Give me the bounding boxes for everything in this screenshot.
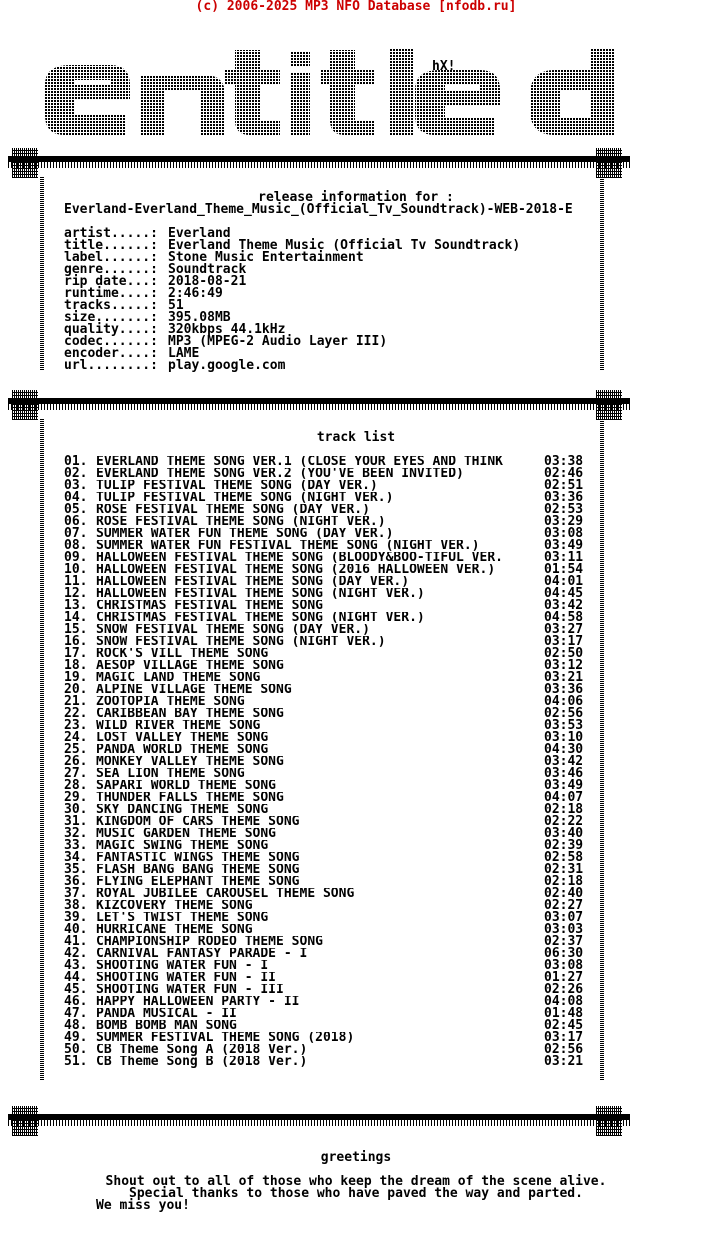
meta-key: size.......: <box>64 310 158 325</box>
track-row <box>64 996 592 1008</box>
track-row <box>64 876 592 888</box>
track-number: 17. <box>64 646 88 661</box>
track-number: 09. <box>64 550 88 565</box>
track-number: 43. <box>64 958 88 973</box>
meta-value: play.google.com <box>168 358 286 373</box>
track-duration: 03:53 <box>544 718 584 733</box>
track-duration: 02:51 <box>544 478 584 493</box>
track-number: 18. <box>64 658 88 673</box>
track-title: SNOW FESTIVAL THEME SONG (NIGHT VER.) <box>96 636 386 648</box>
meta-key: genre......: <box>64 262 158 277</box>
frame-right-border <box>600 176 604 370</box>
track-title: SUMMER WATER FUN THEME SONG (DAY VER.) <box>96 528 394 540</box>
track-title: MAGIC LAND THEME SONG <box>96 672 261 684</box>
track-duration: 02:40 <box>544 886 584 901</box>
track-number: 20. <box>64 682 88 697</box>
track-title: TULIP FESTIVAL THEME SONG (DAY VER.) <box>96 480 378 492</box>
track-duration: 03:36 <box>544 490 584 505</box>
track-number: 16. <box>64 634 88 649</box>
track-duration: 03:10 <box>544 730 584 745</box>
track-duration: 01:54 <box>544 562 584 577</box>
release-name: Everland-Everland_Theme_Music_(Official_Tv_Soundtrack)-WEB-2018-E <box>64 202 573 217</box>
track-duration: 03:03 <box>544 922 584 937</box>
track-duration: 03:11 <box>544 550 584 565</box>
track-title: MONKEY VALLEY THEME SONG <box>96 756 284 768</box>
track-number: 19. <box>64 670 88 685</box>
track-duration: 03:42 <box>544 598 584 613</box>
track-number: 02. <box>64 466 88 481</box>
meta-value: 51 <box>168 298 184 313</box>
track-title: HALLOWEEN FESTIVAL THEME SONG (2016 HALLOWEEN VER.) <box>96 564 496 576</box>
track-number: 30. <box>64 802 88 817</box>
track-row <box>64 624 592 636</box>
meta-key: tracks.....: <box>64 298 158 313</box>
track-title: FLASH BANG BANG THEME SONG <box>96 864 300 876</box>
track-number: 37. <box>64 886 88 901</box>
frame-left-border <box>40 176 44 370</box>
track-number: 31. <box>64 814 88 829</box>
track-row <box>64 708 592 720</box>
track-row <box>64 480 592 492</box>
track-row <box>64 492 592 504</box>
track-row <box>64 864 592 876</box>
section-divider-greetings <box>8 1106 630 1136</box>
track-row <box>64 516 592 528</box>
track-number: 23. <box>64 718 88 733</box>
track-duration: 04:07 <box>544 790 584 805</box>
track-number: 48. <box>64 1018 88 1033</box>
track-title: SNOW FESTIVAL THEME SONG (DAY VER.) <box>96 624 370 636</box>
track-title: ROSE FESTIVAL THEME SONG (DAY VER.) <box>96 504 370 516</box>
track-title: CHRISTMAS FESTIVAL THEME SONG <box>96 600 323 612</box>
track-title: LOST VALLEY THEME SONG <box>96 732 269 744</box>
track-title: HALLOWEEN FESTIVAL THEME SONG (BLOODY&BOO-TIFUL VER. <box>96 552 503 564</box>
meta-value: Stone Music Entertainment <box>168 250 364 265</box>
track-number: 29. <box>64 790 88 805</box>
track-row <box>64 504 592 516</box>
track-number: 28. <box>64 778 88 793</box>
track-duration: 03:46 <box>544 766 584 781</box>
track-row <box>64 840 592 852</box>
track-row <box>64 1056 592 1068</box>
track-number: 45. <box>64 982 88 997</box>
track-number: 15. <box>64 622 88 637</box>
track-number: 40. <box>64 922 88 937</box>
meta-value: MP3 (MPEG-2 Audio Layer III) <box>168 334 388 349</box>
meta-row <box>64 360 520 372</box>
release-meta-list <box>64 228 520 372</box>
track-duration: 03:29 <box>544 514 584 529</box>
section-divider-release <box>8 148 630 178</box>
meta-key: artist.....: <box>64 226 158 241</box>
track-duration: 02:56 <box>544 706 584 721</box>
track-row <box>64 948 592 960</box>
track-title: CHRISTMAS FESTIVAL THEME SONG (NIGHT VER.) <box>96 612 425 624</box>
track-number: 44. <box>64 970 88 985</box>
track-duration: 04:08 <box>544 994 584 1009</box>
track-duration: 06:30 <box>544 946 584 961</box>
site-credit: (c) 2006-2025 MP3 NFO Database [nfodb.ru] <box>195 0 517 14</box>
track-number: 13. <box>64 598 88 613</box>
track-title: ALPINE VILLAGE THEME SONG <box>96 684 292 696</box>
track-number: 41. <box>64 934 88 949</box>
track-title: PANDA WORLD THEME SONG <box>96 744 269 756</box>
track-row <box>64 720 592 732</box>
track-duration: 02:22 <box>544 814 584 829</box>
track-duration: 02:27 <box>544 898 584 913</box>
track-row <box>64 912 592 924</box>
track-number: 24. <box>64 730 88 745</box>
track-number: 42. <box>64 946 88 961</box>
track-title: KINGDOM OF CARS THEME SONG <box>96 816 300 828</box>
track-row <box>64 780 592 792</box>
meta-value: Soundtrack <box>168 262 247 277</box>
track-title: EVERLAND THEME SONG VER.2 (YOU'VE BEEN INVITED) <box>96 468 464 480</box>
track-row <box>64 456 592 468</box>
meta-key: rip date...: <box>64 274 158 289</box>
track-row <box>64 660 592 672</box>
track-row <box>64 672 592 684</box>
track-duration: 03:17 <box>544 1030 584 1045</box>
track-title: ZOOTOPIA THEME SONG <box>96 696 245 708</box>
track-row <box>64 540 592 552</box>
track-number: 01. <box>64 454 88 469</box>
track-row <box>64 852 592 864</box>
track-title: SUMMER WATER FUN FESTIVAL THEME SONG (NIGHT VER.) <box>96 540 480 552</box>
track-duration: 03:49 <box>544 778 584 793</box>
meta-key: url........: <box>64 358 158 373</box>
meta-value: LAME <box>168 346 200 361</box>
track-row <box>64 936 592 948</box>
track-title: KIZCOVERY THEME SONG <box>96 900 253 912</box>
track-title: MAGIC SWING THEME SONG <box>96 840 269 852</box>
track-number: 04. <box>64 490 88 505</box>
track-duration: 02:37 <box>544 934 584 949</box>
track-row <box>64 648 592 660</box>
track-number: 50. <box>64 1042 88 1057</box>
track-list <box>64 456 592 1068</box>
meta-value: Everland <box>168 226 231 241</box>
track-row <box>64 612 592 624</box>
meta-key: codec......: <box>64 334 158 349</box>
track-title: SUMMER FESTIVAL THEME SONG (2018) <box>96 1032 355 1044</box>
track-row <box>64 1008 592 1020</box>
track-row <box>64 756 592 768</box>
track-duration: 03:07 <box>544 910 584 925</box>
track-duration: 04:01 <box>544 574 584 589</box>
track-number: 25. <box>64 742 88 757</box>
track-title: HURRICANE THEME SONG <box>96 924 253 936</box>
track-title: AESOP VILLAGE THEME SONG <box>96 660 284 672</box>
track-title: SHOOTING WATER FUN - I <box>96 960 269 972</box>
meta-key: title......: <box>64 238 158 253</box>
track-title: ROCK'S VILL THEME SONG <box>96 648 269 660</box>
track-number: 07. <box>64 526 88 541</box>
track-row <box>64 816 592 828</box>
track-title: EVERLAND THEME SONG VER.1 (CLOSE YOUR EYES AND THINK <box>96 456 503 468</box>
track-number: 46. <box>64 994 88 1009</box>
track-duration: 02:18 <box>544 874 584 889</box>
track-row <box>64 984 592 996</box>
track-title: THUNDER FALLS THEME SONG <box>96 792 284 804</box>
track-duration: 03:17 <box>544 634 584 649</box>
track-duration: 04:58 <box>544 610 584 625</box>
meta-value: 2018-08-21 <box>168 274 247 289</box>
track-row <box>64 792 592 804</box>
track-number: 38. <box>64 898 88 913</box>
track-number: 39. <box>64 910 88 925</box>
track-row <box>64 924 592 936</box>
track-duration: 03:08 <box>544 526 584 541</box>
track-title: PANDA MUSICAL - II <box>96 1008 237 1020</box>
track-number: 26. <box>64 754 88 769</box>
track-row <box>64 972 592 984</box>
track-number: 47. <box>64 1006 88 1021</box>
track-title: CHAMPIONSHIP RODEO THEME SONG <box>96 936 323 948</box>
track-row <box>64 588 592 600</box>
greetings-heading: greetings <box>320 1150 392 1165</box>
track-title: CB Theme Song B (2018 Ver.) <box>96 1056 308 1068</box>
meta-value: 320kbps 44.1kHz <box>168 322 286 337</box>
track-duration: 04:30 <box>544 742 584 757</box>
track-number: 12. <box>64 586 88 601</box>
track-duration: 03:21 <box>544 670 584 685</box>
track-title: ROSE FESTIVAL THEME SONG (NIGHT VER.) <box>96 516 386 528</box>
greetings-line: Special thanks to those who have paved the way and parted. <box>129 1186 583 1201</box>
track-duration: 03:08 <box>544 958 584 973</box>
track-duration: 02:50 <box>544 646 584 661</box>
track-number: 03. <box>64 478 88 493</box>
release-heading: release information for : <box>258 190 454 205</box>
track-title: SAPARI WORLD THEME SONG <box>96 780 277 792</box>
track-row <box>64 576 592 588</box>
track-title: HALLOWEEN FESTIVAL THEME SONG (DAY VER.) <box>96 576 410 588</box>
track-number: 33. <box>64 838 88 853</box>
track-duration: 04:45 <box>544 586 584 601</box>
track-row <box>64 600 592 612</box>
track-duration: 02:58 <box>544 850 584 865</box>
track-number: 51. <box>64 1054 88 1069</box>
track-duration: 03:21 <box>544 1054 584 1069</box>
track-title: CB Theme Song A (2018 Ver.) <box>96 1044 308 1056</box>
track-duration: 01:27 <box>544 970 584 985</box>
track-number: 49. <box>64 1030 88 1045</box>
track-number: 11. <box>64 574 88 589</box>
meta-key: label......: <box>64 250 158 265</box>
track-title: WILD RIVER THEME SONG <box>96 720 261 732</box>
greetings-line: We miss you! <box>96 1198 190 1213</box>
track-duration: 02:39 <box>544 838 584 853</box>
track-title: FLYING ELEPHANT THEME SONG <box>96 876 300 888</box>
track-title: TULIP FESTIVAL THEME SONG (NIGHT VER.) <box>96 492 394 504</box>
meta-key: quality....: <box>64 322 158 337</box>
track-row <box>64 528 592 540</box>
track-row <box>64 768 592 780</box>
track-number: 36. <box>64 874 88 889</box>
track-title: CARNIVAL FANTASY PARADE - I <box>96 948 308 960</box>
track-title: HAPPY HALLOWEEN PARTY - II <box>96 996 300 1008</box>
track-title: SEA LION THEME SONG <box>96 768 245 780</box>
track-duration: 03:40 <box>544 826 584 841</box>
track-row <box>64 744 592 756</box>
track-title: BOMB BOMB MAN SONG <box>96 1020 237 1032</box>
track-title: LET'S TWIST THEME SONG <box>96 912 269 924</box>
track-number: 22. <box>64 706 88 721</box>
track-row <box>64 1044 592 1056</box>
meta-value: 2:46:49 <box>168 286 223 301</box>
track-number: 35. <box>64 862 88 877</box>
track-title: MUSIC GARDEN THEME SONG <box>96 828 277 840</box>
track-duration: 02:53 <box>544 502 584 517</box>
track-duration: 02:46 <box>544 466 584 481</box>
track-number: 14. <box>64 610 88 625</box>
track-row <box>64 468 592 480</box>
track-row <box>64 684 592 696</box>
track-duration: 03:38 <box>544 454 584 469</box>
track-number: 10. <box>64 562 88 577</box>
track-title: CARIBBEAN BAY THEME SONG <box>96 708 284 720</box>
track-duration: 02:31 <box>544 862 584 877</box>
track-duration: 02:45 <box>544 1018 584 1033</box>
track-number: 05. <box>64 502 88 517</box>
track-duration: 02:26 <box>544 982 584 997</box>
meta-value: 395.08MB <box>168 310 231 325</box>
frame-left-border <box>40 418 44 1080</box>
track-number: 06. <box>64 514 88 529</box>
track-duration: 03:27 <box>544 622 584 637</box>
greetings-line: Shout out to all of those who keep the dream of the scene alive. <box>105 1174 607 1189</box>
tracklist-heading: track list <box>316 430 396 445</box>
track-duration: 02:18 <box>544 802 584 817</box>
track-row <box>64 1020 592 1032</box>
track-row <box>64 552 592 564</box>
track-duration: 03:42 <box>544 754 584 769</box>
track-title: HALLOWEEN FESTIVAL THEME SONG (NIGHT VER.) <box>96 588 425 600</box>
track-row <box>64 900 592 912</box>
track-duration: 03:49 <box>544 538 584 553</box>
meta-key: runtime....: <box>64 286 158 301</box>
track-row <box>64 564 592 576</box>
section-divider-tracklist <box>8 390 630 420</box>
entitled-logo <box>30 40 630 140</box>
track-row <box>64 696 592 708</box>
track-row <box>64 960 592 972</box>
frame-right-border <box>600 418 604 1080</box>
track-duration: 04:06 <box>544 694 584 709</box>
track-row <box>64 888 592 900</box>
track-number: 32. <box>64 826 88 841</box>
track-row <box>64 636 592 648</box>
track-duration: 03:12 <box>544 658 584 673</box>
track-number: 34. <box>64 850 88 865</box>
track-title: ROYAL JUBILEE CAROUSEL THEME SONG <box>96 888 355 900</box>
track-number: 27. <box>64 766 88 781</box>
track-duration: 02:56 <box>544 1042 584 1057</box>
track-number: 08. <box>64 538 88 553</box>
track-row <box>64 804 592 816</box>
track-row <box>64 1032 592 1044</box>
meta-key: encoder....: <box>64 346 158 361</box>
track-number: 21. <box>64 694 88 709</box>
group-tag: hX! <box>432 59 456 74</box>
track-title: SHOOTING WATER FUN - III <box>96 984 284 996</box>
track-title: SKY DANCING THEME SONG <box>96 804 269 816</box>
track-row <box>64 732 592 744</box>
track-row <box>64 828 592 840</box>
track-duration: 01:48 <box>544 1006 584 1021</box>
track-duration: 03:36 <box>544 682 584 697</box>
meta-value: Everland Theme Music (Official Tv Soundtrack) <box>168 238 521 253</box>
track-title: SHOOTING WATER FUN - II <box>96 972 277 984</box>
track-title: FANTASTIC WINGS THEME SONG <box>96 852 300 864</box>
